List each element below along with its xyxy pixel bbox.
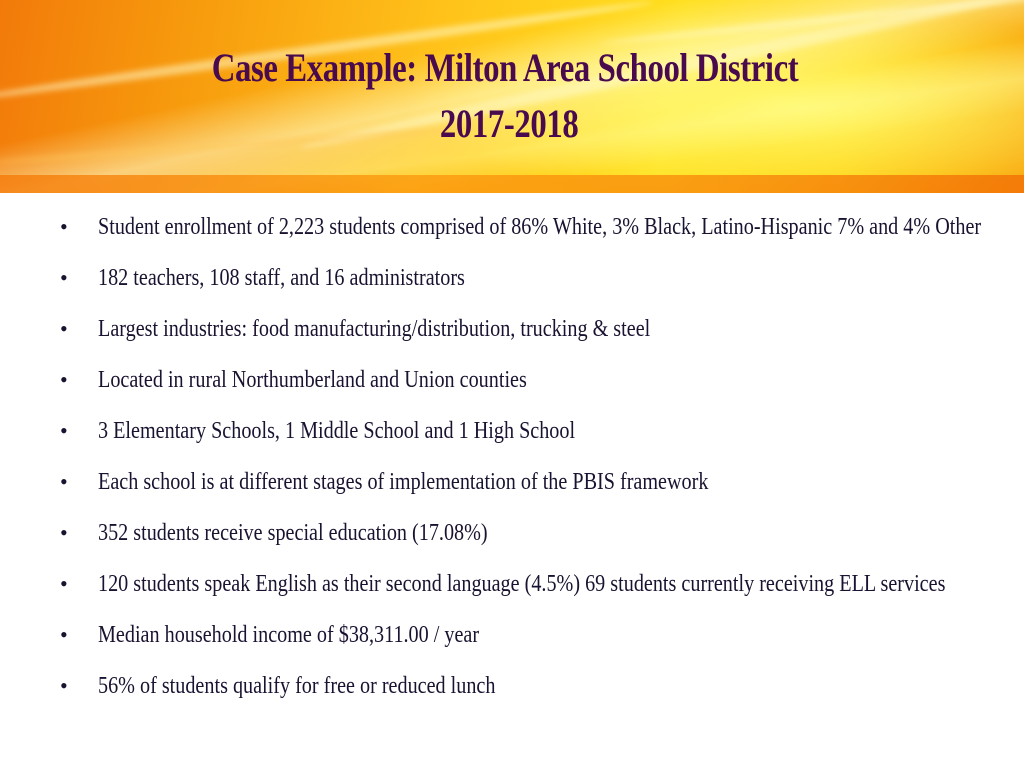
list-item — [56, 361, 1006, 399]
list-item — [56, 208, 1006, 246]
bullet-text: 352 students receive special education (17.08%) — [98, 520, 488, 546]
bullet-list — [56, 208, 1006, 718]
bullet-text: Located in rural Northumberland and Union counties — [98, 367, 527, 393]
bullet-icon: • — [60, 214, 68, 239]
title-line-2: 2017-2018 — [439, 101, 579, 146]
bullet-icon: • — [60, 469, 68, 494]
list-item — [56, 514, 1006, 552]
slide-title — [91, 40, 919, 152]
list-item — [56, 412, 1006, 450]
bullet-text: Median household income of $38,311.00 / year — [98, 622, 480, 648]
bullet-text: Student enrollment of 2,223 students comprised of 86% White, 3% Black, Latino-Hispanic 7% and 4% Other — [98, 214, 982, 240]
list-item — [56, 259, 1006, 297]
bullet-icon: • — [60, 673, 68, 698]
list-item — [56, 667, 1006, 705]
bullet-icon: • — [60, 520, 68, 545]
bullet-icon: • — [60, 571, 68, 596]
bullet-icon: • — [60, 622, 68, 647]
list-item — [56, 565, 1006, 603]
header-bottom-edge — [0, 175, 1024, 193]
bullet-text: Largest industries: food manufacturing/distribution, trucking & steel — [98, 316, 651, 342]
bullet-icon: • — [60, 418, 68, 443]
list-item — [56, 463, 1006, 501]
list-item — [56, 616, 1006, 654]
bullet-text: 3 Elementary Schools, 1 Middle School and 1 High School — [98, 418, 576, 444]
bullet-icon: • — [60, 316, 68, 341]
bullet-text: 182 teachers, 108 staff, and 16 administrators — [98, 265, 465, 291]
header-banner — [0, 0, 1024, 193]
bullet-icon: • — [60, 367, 68, 392]
bullet-text: 120 students speak English as their second language (4.5%) 69 students currently receiving ELL services — [98, 571, 946, 597]
bullet-text: 56% of students qualify for free or reduced lunch — [98, 673, 496, 699]
title-line-1: Case Example: Milton Area School District — [211, 45, 799, 90]
bullet-text: Each school is at different stages of implementation of the PBIS framework — [98, 469, 709, 495]
list-item — [56, 310, 1006, 348]
bullet-icon: • — [60, 265, 68, 290]
